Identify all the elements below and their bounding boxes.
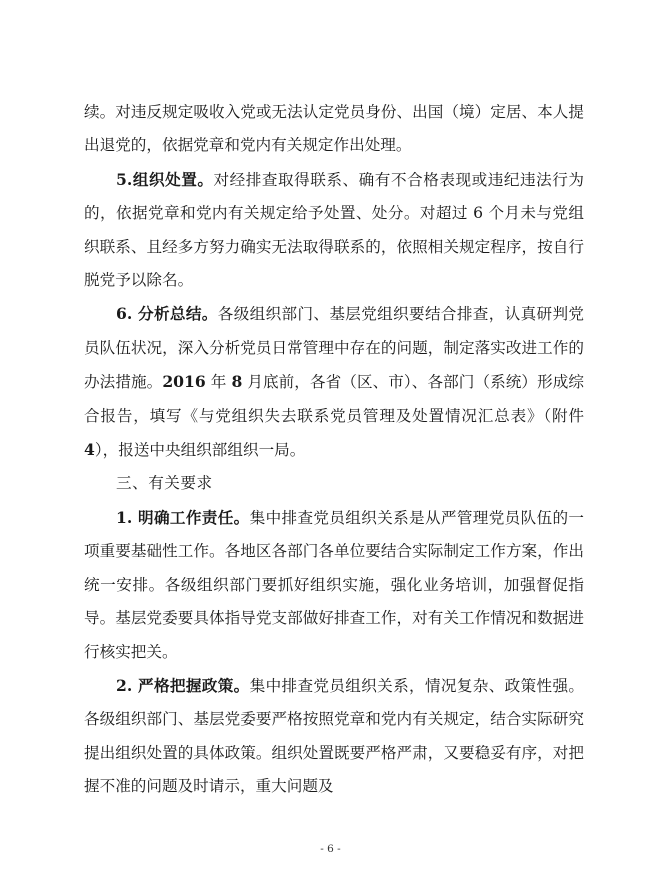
item-5-body: 对经排查取得联系、确有不合格表现或违纪违法行为的，依据党章和党内有关规定给予处置、处分。对超过 6 个月未与党组织联系、且经多方努力确实无法取得联系的，依照相关规定程序，按自行脱党予以除名。 [84, 170, 584, 290]
document-body [84, 96, 584, 804]
item-6-year: 2016 [162, 372, 206, 392]
requirement-1-lead: 1. 明确工作责任。 [116, 507, 250, 527]
requirement-2-body: 集中排查党员组织关系，情况复杂、政策性强。各级组织部门、基层党委要严格按照党章和党内有关规定，结合实际研究提出组织处置的具体政策。组织处置既要严格严肃，又要稳妥有序，对把握不准的问题及时请示，重大问题及 [84, 676, 584, 796]
continuation-paragraph [84, 96, 584, 163]
item-6-body-d: ），报送中央组织部组织一局。 [94, 441, 306, 460]
item-6-month: 8 [231, 372, 243, 392]
item-5-paragraph [84, 163, 584, 298]
requirement-2-lead: 2. 严格把握政策。 [116, 675, 250, 695]
item-5-lead: 5.组织处置。 [116, 169, 214, 189]
item-6-body-a: 各级组织部门、基层党组织要结合排查，认真研判党员队伍状况，深入分析党员日常管理中存在的问题，制定落实改进工作的办法措施。 [84, 305, 584, 392]
item-6-body-c: 月底前，各省（区、市）、各部门（系统）形成综合报告，填写《与党组织失去联系党员管理及处置情况汇总表》（附件 [84, 373, 584, 425]
page-number: - 6 - [320, 843, 341, 855]
requirement-2-paragraph [84, 669, 584, 804]
requirement-1-body: 集中排查党员组织关系是从严管理党员队伍的一项重要基础性工作。各地区各部门各单位要结合实际制定工作方案，作出统一安排。各级组织部门要抓好组织实施，强化业务培训，加强督促指导。基层党委要具体指导党支部做好排查工作，对有关工作情况和数据进行核实把关。 [84, 508, 584, 661]
item-6-lead: 6. 分析总结。 [116, 304, 218, 324]
requirement-1-paragraph [84, 501, 584, 669]
section-3-heading: 三、有关要求 [116, 474, 213, 493]
item-6-attachment: 4 [84, 440, 95, 460]
continuation-text: 续。对违反规定吸收入党或无法认定党员身份、出国（境）定居、本人提出退党的，依据党章和党内有关规定作出处理。 [84, 103, 584, 155]
item-6-body-b: 年 [205, 373, 232, 392]
item-6-paragraph [84, 297, 584, 467]
